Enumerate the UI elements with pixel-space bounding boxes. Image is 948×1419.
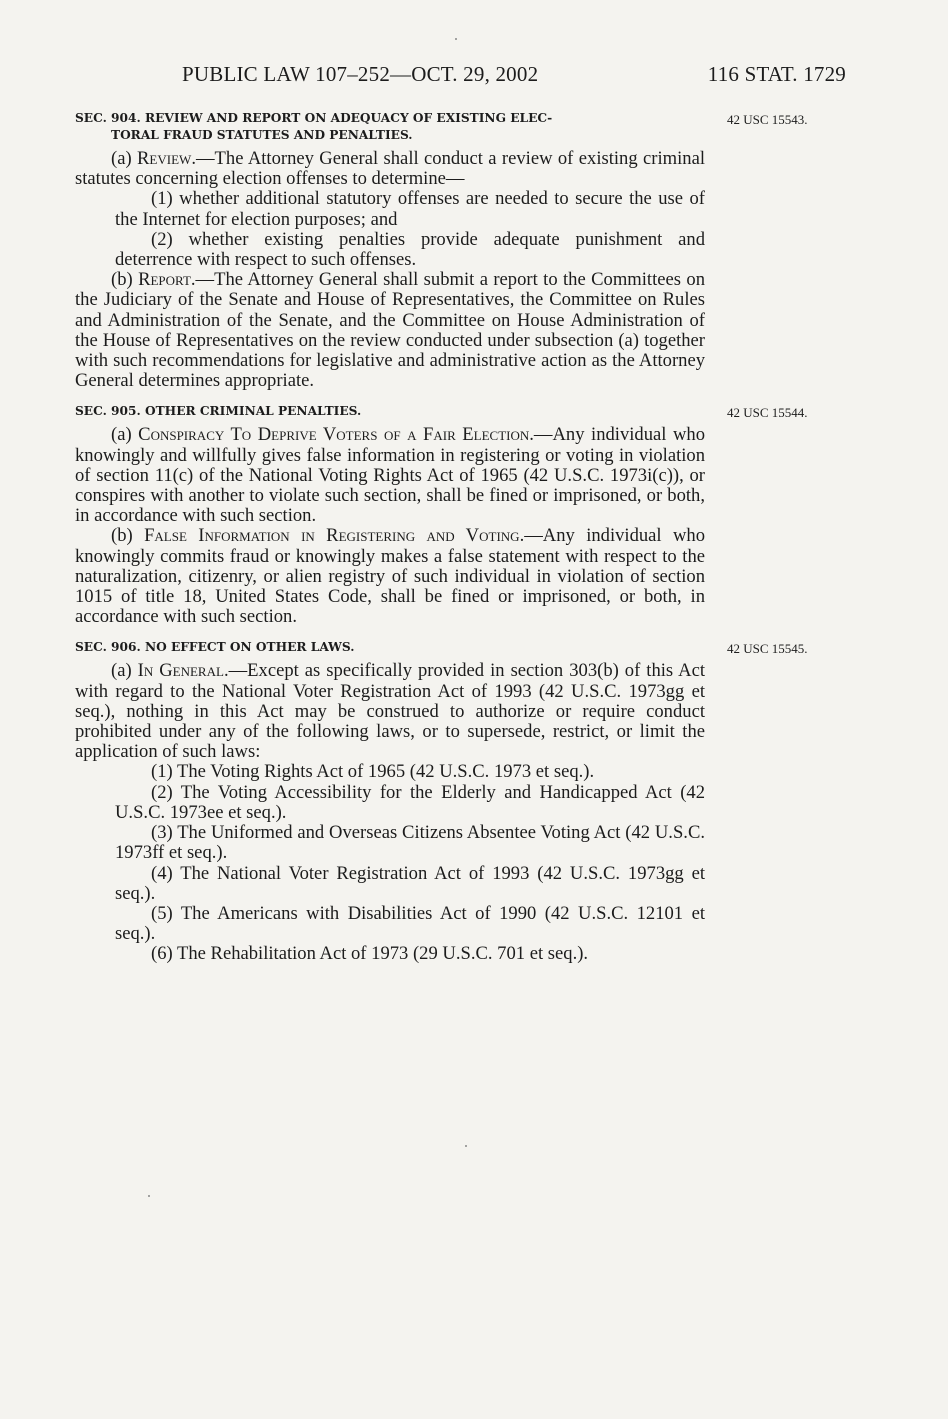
sec-904-a-text: .—The Attorney General shall conduct a review of existing criminal statutes concerning election offenses to determine—: [75, 148, 705, 190]
scan-speck: [465, 1145, 467, 1147]
sec-905-heading-text: SEC. 905. OTHER CRIMINAL PENALTIES.: [75, 404, 362, 419]
sec-905-b-caption: False Information in Registering and Voting: [144, 525, 520, 547]
sec-906-a-label: (a): [111, 660, 138, 682]
sec-905-heading: [75, 403, 808, 421]
header-stat-page: 116 STAT. 1729: [707, 62, 846, 86]
sec-905-b-label: (b): [111, 525, 145, 547]
page-header: [182, 62, 846, 92]
sec-904-margin-note: 42 USC 15543.: [727, 112, 808, 127]
sec-904-heading-line2: TORAL FRAUD STATUTES AND PENALTIES.: [111, 128, 413, 142]
sec-906-item-6: (6) The Rehabilitation Act of 1973 (29 U.S.C. 701 et seq.).: [151, 943, 589, 965]
sec-906-item-4: (4) The National Voter Registration Act of 1993 (42 U.S.C. 1973gg et seq.).: [115, 862, 705, 904]
sec-904-a-caption: Review: [137, 148, 192, 169]
scan-speck: [455, 38, 457, 40]
sec-905-subsection-b: [75, 526, 705, 627]
sec-904-b-label: (b): [111, 269, 139, 291]
sec-906-item-2: (2) The Voting Accessibility for the Elderly and Handicapped Act (42 U.S.C. 1973ee et seq.).: [115, 781, 705, 823]
sec-905-margin-note: 42 USC 15544.: [727, 405, 808, 421]
sec-904-subsection-b: [75, 270, 705, 391]
sec-905-subsection-a: [75, 425, 705, 526]
sec-906-subsection-a: [75, 661, 705, 762]
sec-905-a-caption: Conspiracy To Deprive Voters of a Fair Election: [138, 424, 530, 446]
sec-904-subsection-a: [75, 149, 705, 189]
sec-905-b-text: .—Any individual who knowingly commits fraud or knowingly makes a false statement with respect to the naturalization, citizenry, or alien registry of such individual in violation of section 1015 of title 18, United States Code, shall be fined or imprisoned, or both, in accordance with such section.: [75, 525, 705, 628]
sec-906-item-3: (3) The Uniformed and Overseas Citizens Absentee Voting Act (42 U.S.C. 1973ff et seq.).: [115, 822, 705, 864]
document-body: [75, 110, 808, 965]
sec-906-margin-note: 42 USC 15545.: [727, 641, 808, 657]
sec-904-b-text: .—The Attorney General shall submit a report to the Committees on the Judiciary of the Senate and House of Representatives, the Committee on Rules and Administration of the Senate, and the Committee on House Administration of the House of Representatives on the review conducted under subsection (a) together with such recommendations for legislative and administrative action as the Attorney General determines appropriate.: [75, 269, 705, 392]
sec-904-a-item-2: (2) whether existing penalties provide adequate punishment and deterrence with respect to such offenses.: [115, 228, 705, 271]
sec-905-a-label: (a): [111, 424, 139, 446]
sec-906-heading-text: SEC. 906. NO EFFECT ON OTHER LAWS.: [75, 640, 355, 655]
sec-906-a-caption: In General: [137, 660, 224, 682]
sec-906-item-5: (5) The Americans with Disabilities Act of 1990 (42 U.S.C. 12101 et seq.).: [115, 902, 705, 945]
sec-904-a-item-1: (1) whether additional statutory offenses are needed to secure the use of the Internet for election purposes; and: [115, 188, 705, 230]
sec-905-a-text: .—Any individual who knowingly and willfully gives false information in registering or voting in violation of section 11(c) of the National Voting Rights Act of 1965 (42 U.S.C. 1973i(c)), or conspires with another to violate such section, shall be fined or imprisoned, or both, in accordance with such section.: [75, 424, 705, 527]
sec-904-b-caption: Report: [138, 269, 191, 291]
header-public-law: PUBLIC LAW 107–252—OCT. 29, 2002: [182, 62, 539, 86]
sec-904-a-label: (a): [111, 148, 138, 169]
sec-906-item-1: (1) The Voting Rights Act of 1965 (42 U.S.C. 1973 et seq.).: [151, 761, 595, 783]
sec-906-a-text: .—Except as specifically provided in section 303(b) of this Act with regard to the National Voter Registration Act of 1993 (42 U.S.C. 1973gg et seq.), nothing in this Act may be construed to authorize or require conduct prohibited under any of the following laws, or to supersede, restrict, or limit the application of such laws:: [75, 660, 705, 763]
sec-906-heading: [75, 639, 808, 657]
sec-904-heading-line1: SEC. 904. REVIEW AND REPORT ON ADEQUACY OF EXISTING ELEC-: [75, 111, 553, 125]
sec-904-heading: [75, 110, 808, 144]
scan-speck: [148, 1195, 150, 1197]
